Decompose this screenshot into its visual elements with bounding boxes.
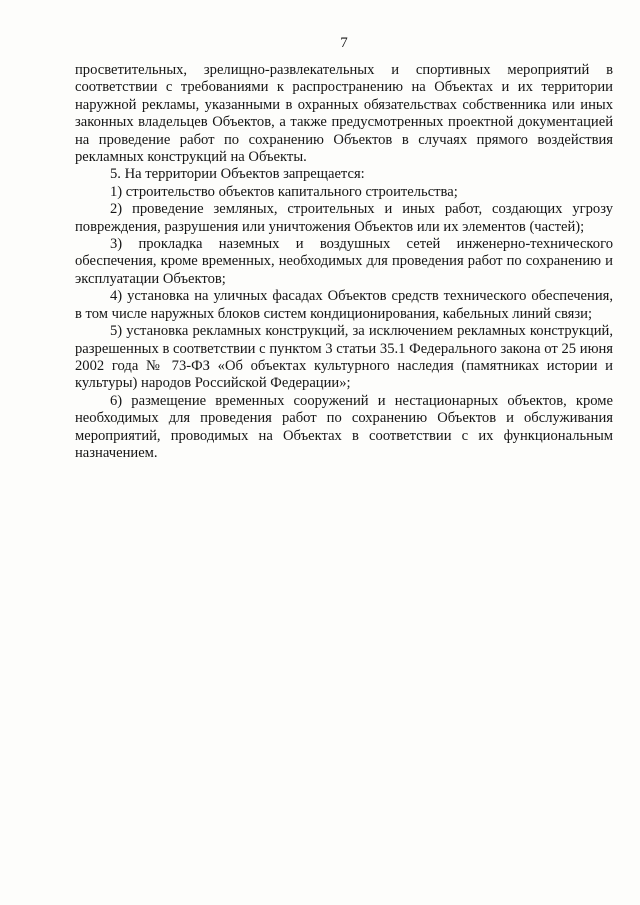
paragraph-continuation: просветительных, зрелищно-развлекательных и спортивных мероприятий в соответствии с требованиями к распространению на Объектах и их территории наружной рекламы, указанными в охранных обязательствах собственника или иных законных владельцев Объектов, а также предусмотренных проектной документацией на проведение работ по сохранению Объектов в случаях прямого воздействия рекламных конструкций на Объекты.: [75, 62, 613, 166]
list-item-5: 5) установка рекламных конструкций, за исключением рекламных конструкций, разрешенных в соответствии с пунктом 3 статьи 35.1 Федерального закона от 25 июня 2002 года № 73-ФЗ «Об объектах культурного наследия (памятниках истории и культуры) народов Российской Федерации»;: [75, 323, 613, 392]
list-item-2: 2) проведение земляных, строительных и иных работ, создающих угрозу повреждения, разрушения или уничтожения Объектов или их элементов (частей);: [75, 201, 613, 235]
list-item-6: 6) размещение временных сооружений и нестационарных объектов, кроме необходимых для проведения работ по сохранению Объектов и обслуживания мероприятий, проводимых на Объектах в соответствии с их функциональным назначением.: [75, 392, 613, 461]
document-body: [75, 62, 613, 462]
paragraph-section-5-heading: 5. На территории Объектов запрещается:: [110, 166, 365, 183]
page-number: 7: [340, 35, 348, 51]
list-item-4: 4) установка на уличных фасадах Объектов средств технического обеспечения, в том числе наружных блоков систем кондиционирования, кабельных линий связи;: [75, 288, 613, 322]
list-item-1: 1) строительство объектов капитального строительства;: [110, 183, 458, 200]
list-item-3: 3) прокладка наземных и воздушных сетей инженерно-технического обеспечения, кроме временных, необходимых для проведения работ по сохранению и эксплуатации Объектов;: [75, 236, 613, 287]
